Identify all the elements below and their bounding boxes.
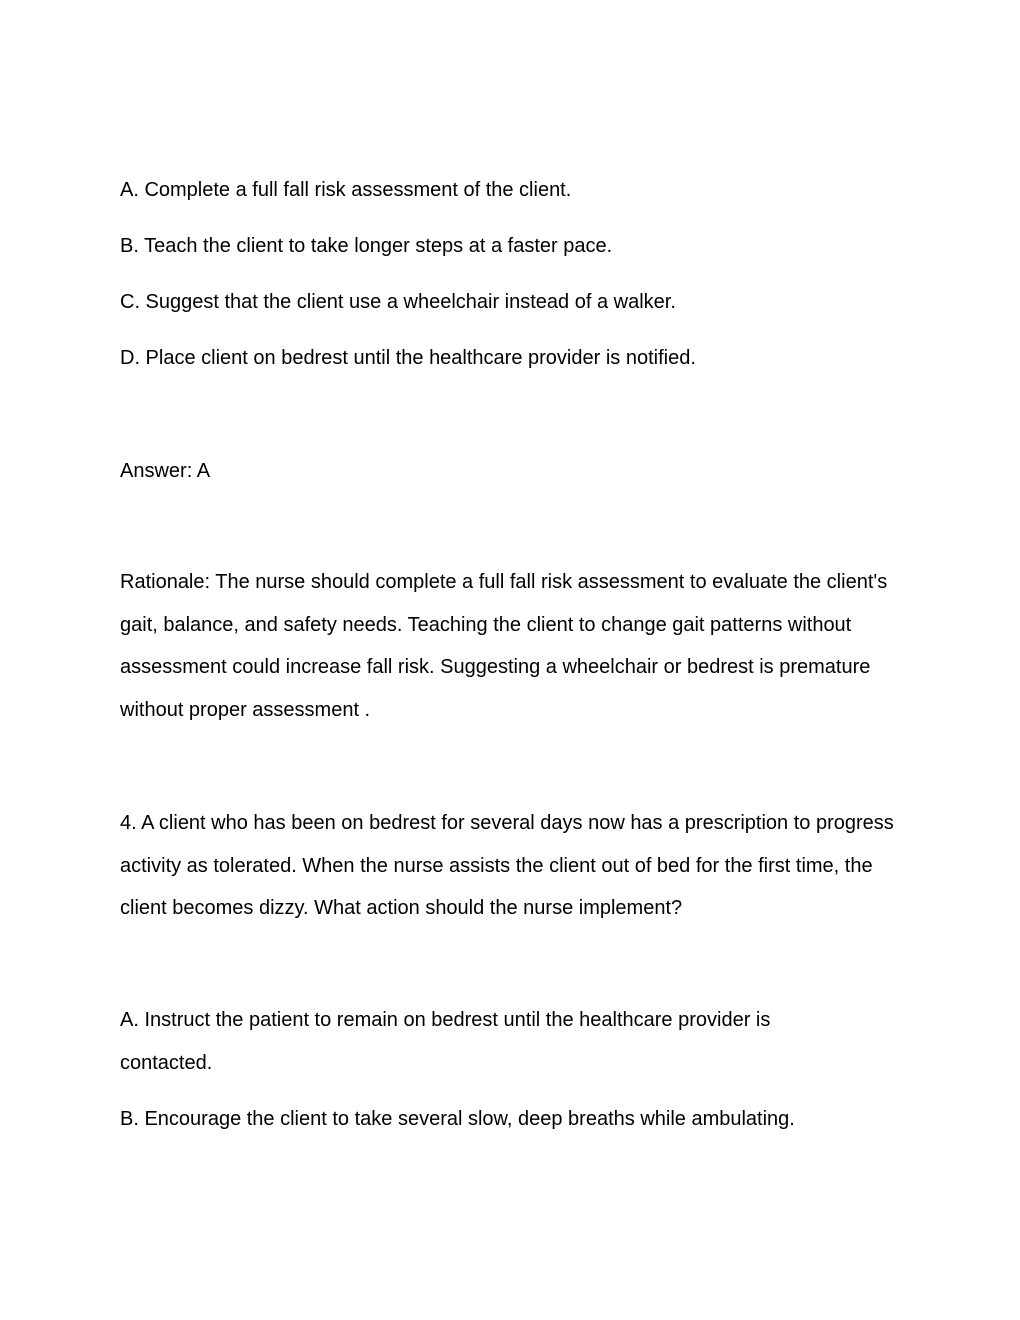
q3-option-c: C. Suggest that the client use a wheelchair instead of a walker. (120, 291, 676, 313)
q4-option-a: A. Instruct the patient to remain on bedrest until the healthcare provider is contacted. (120, 1009, 771, 1074)
q4-question: 4. A client who has been on bedrest for several days now has a prescription to progress activity as tolerated. When the nurse assists the client out of bed for the first time, the client becomes dizzy. What action should the nurse implement? (120, 812, 894, 920)
q3-answer: Answer: A (120, 460, 211, 482)
q3-option-d: D. Place client on bedrest until the healthcare provider is notified. (120, 347, 696, 369)
q4-option-b: B. Encourage the client to take several slow, deep breaths while ambulating. (120, 1108, 795, 1130)
q3-rationale: Rationale: The nurse should complete a full fall risk assessment to evaluate the client's gait, balance, and safety needs. Teaching the client to change gait patterns without assessment could increase fall risk. Suggesting a wheelchair or bedrest is premature without proper assessment . (120, 571, 888, 722)
q3-option-b: B. Teach the client to take longer steps at a faster pace. (120, 235, 613, 257)
q3-option-a: A. Complete a full fall risk assessment of the client. (120, 179, 572, 201)
